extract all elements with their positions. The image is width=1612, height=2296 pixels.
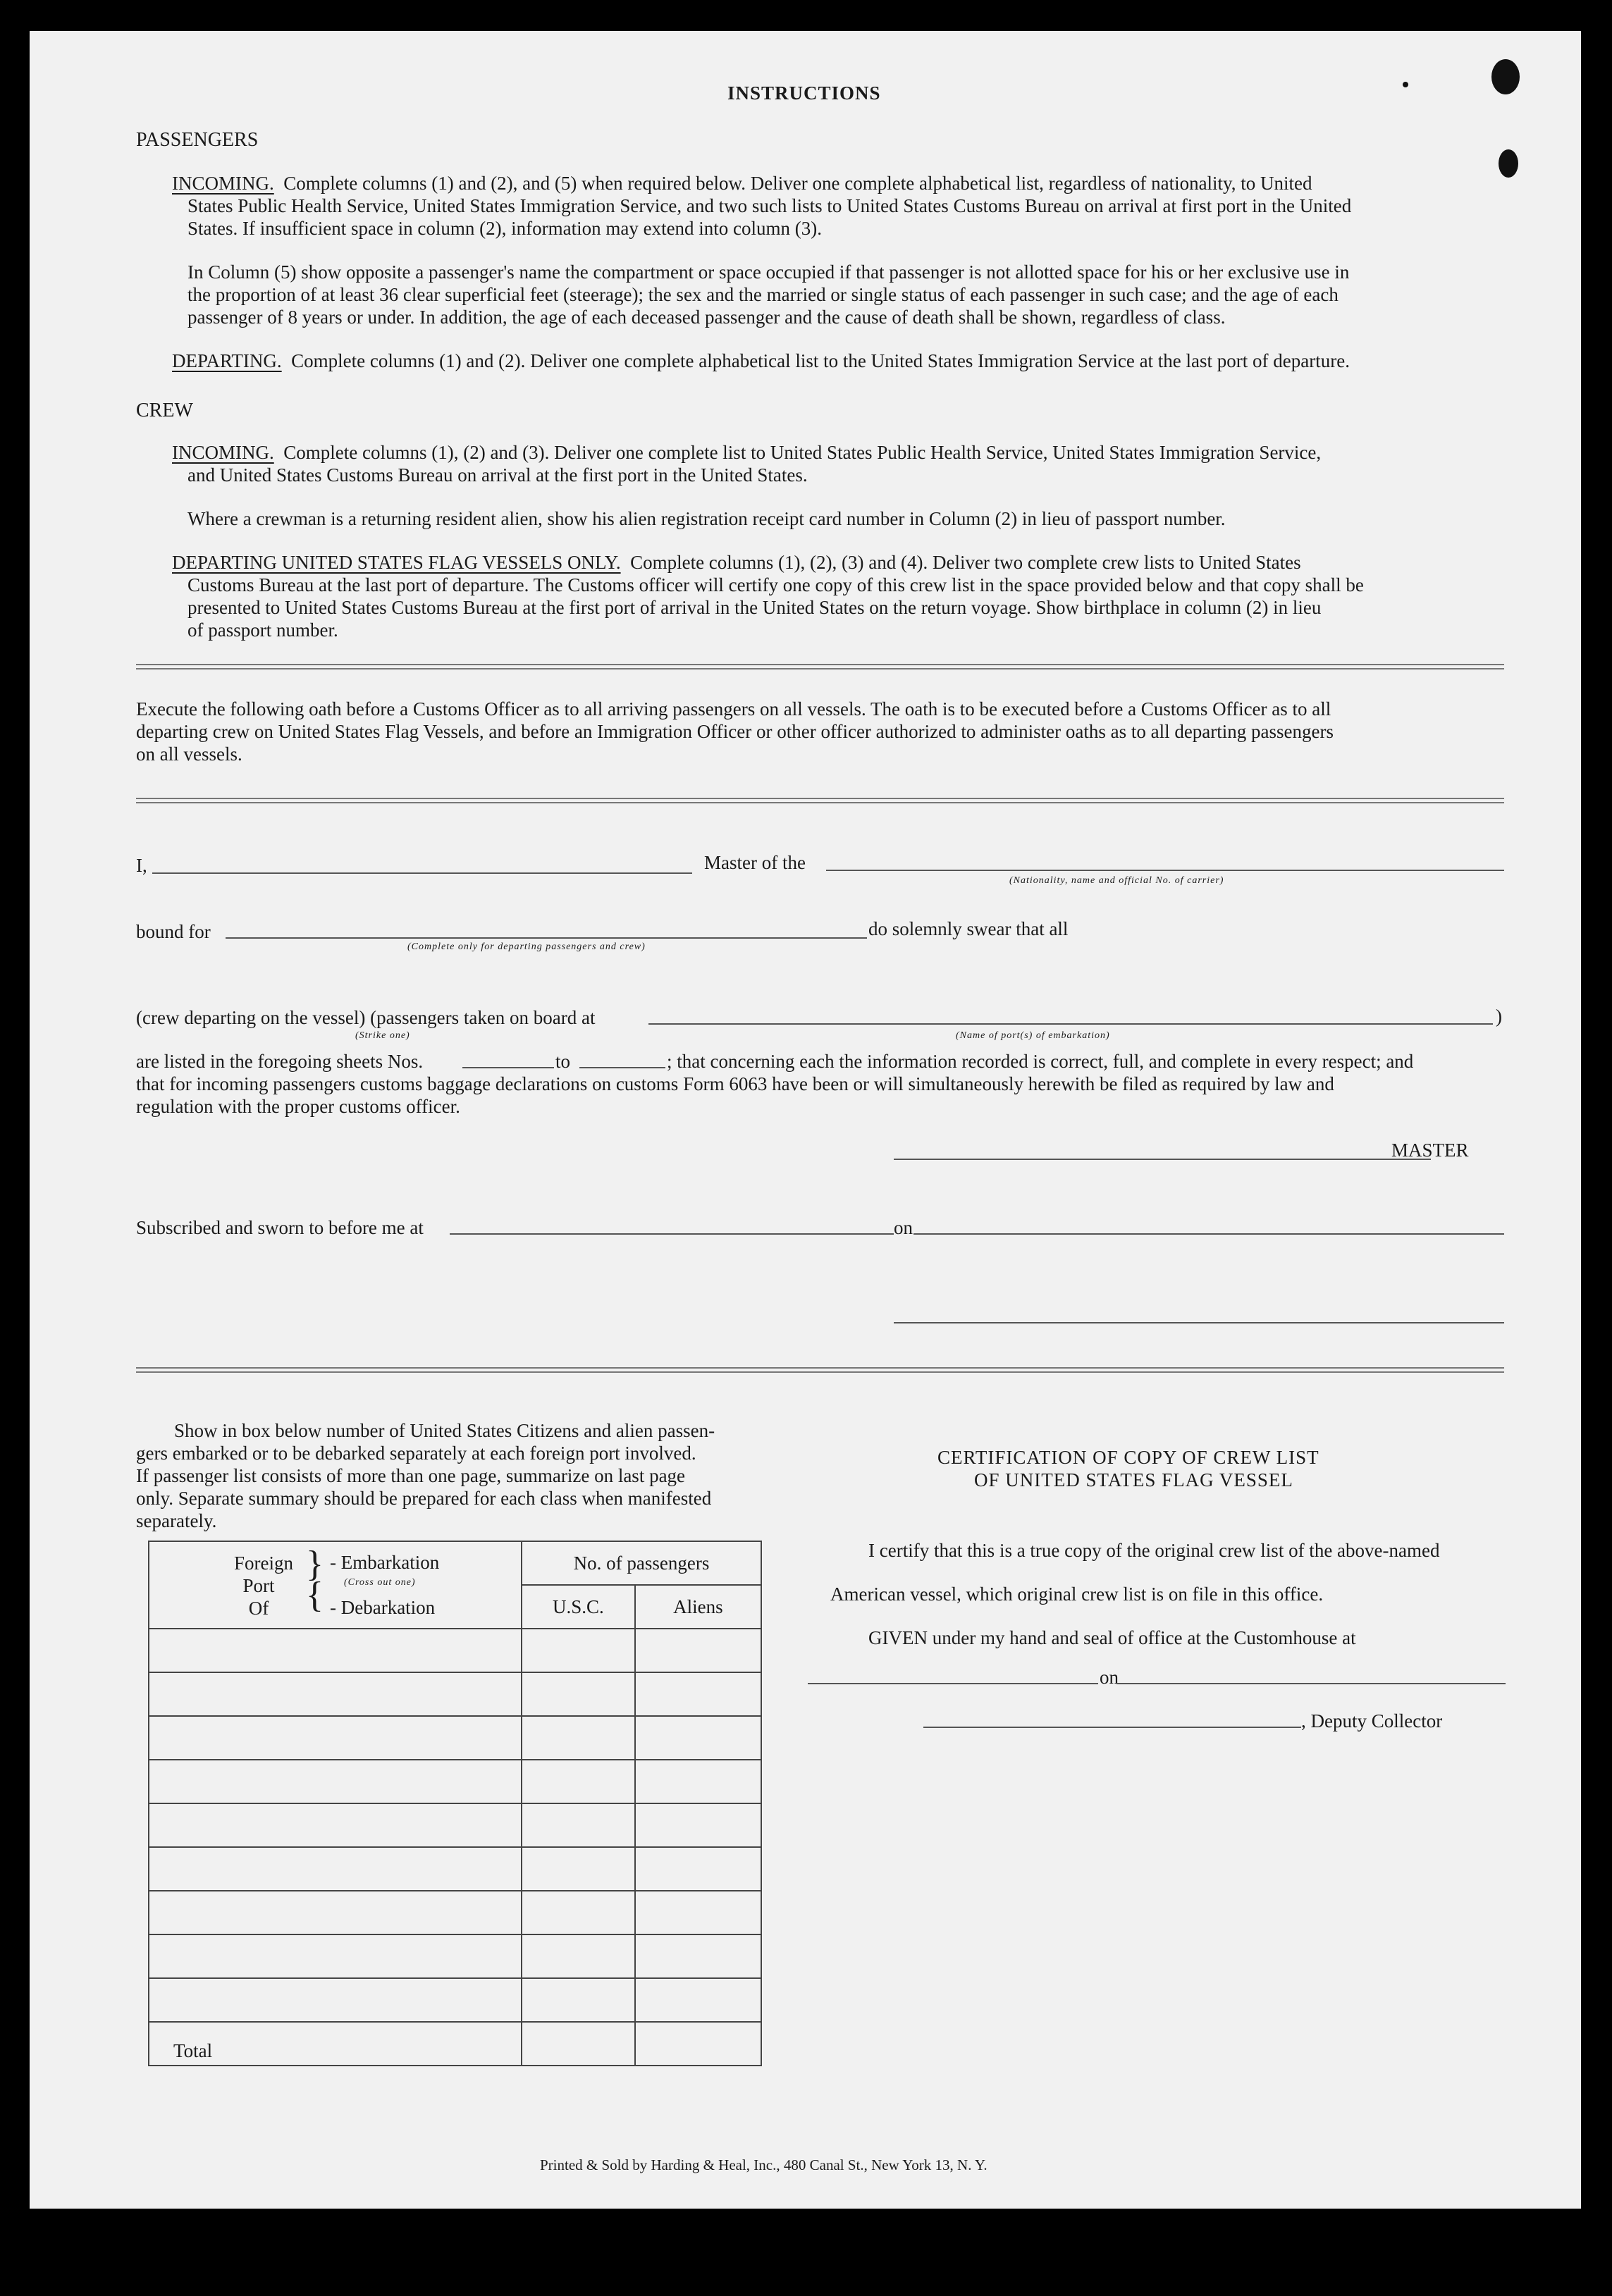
crew-incoming-label: INCOMING. [172,442,274,463]
passengers-departing-label: DEPARTING. [172,350,282,371]
deputy-signature-field[interactable] [923,1727,1301,1728]
passengers-departing: DEPARTING. Complete columns (1) and (2). Deliver one complete alphabetical list to the United States Immigration Service at the last port of departure. [172,350,1350,371]
oath-i-label: I, [136,855,147,876]
page-title: INSTRUCTIONS [727,82,881,104]
sworn-place-field[interactable] [450,1233,894,1235]
certification-title-1: CERTIFICATION OF COPY OF CREW LIST [937,1447,1319,1468]
table-row[interactable] [149,1978,522,2022]
embarkation-port-field[interactable] [648,1023,1493,1025]
deputy-collector-label: , Deputy Collector [1301,1710,1443,1732]
listed-line-1b: ; that concerning each the information recorded is correct, full, and complete in every respect; and [667,1051,1414,1072]
summary-instructions: Show in box below number of United States Citizens and alien passen- gers embarked or to be debarked separately at each foreign port involved. If passenger list consists of more than one page, summarize on last page only. Separate summary should be prepared for each class when manifested separately. [136,1420,715,1531]
listed-to: to [555,1051,571,1072]
form-sheet [30,31,1581,2209]
swear-text: do solemnly swear that all [868,918,1069,939]
table-row[interactable] [149,1803,522,1847]
total-usc-cell[interactable] [522,2022,635,2066]
port-caption: (Name of port(s) of embarkation) [956,1030,1110,1041]
sheet-to-field[interactable] [579,1067,665,1068]
section-divider [136,1367,1504,1373]
bound-for-field[interactable] [226,937,867,939]
passengers-heading: PASSENGERS [136,129,259,151]
master-signature-field[interactable] [894,1159,1431,1160]
master-of-label: Master of the [704,852,806,873]
certification-text-2: American vessel, which original crew list is on file in this office. [830,1584,1324,1605]
listed-line-1: are listed in the foregoing sheets Nos. [136,1051,424,1072]
listed-lines: that for incoming passengers customs baggage declarations on customs Form 6063 have been or will simultaneously herewith be filed as required by law and regulation with the proper customs officer. [136,1073,1334,1117]
customhouse-field[interactable] [808,1683,1098,1684]
certification-text-1: I certify that this is a true copy of the original crew list of the above-named [868,1540,1440,1561]
crew-departing-label: DEPARTING UNITED STATES FLAG VESSELS ONLY. [172,552,621,573]
no-passengers-header: No. of passengers [522,1541,761,1585]
total-label: Total [149,2022,522,2066]
oath-intro: Execute the following oath before a Customs Officer as to all arriving passengers on all vessels. The oath is to be executed before a Customs Officer as to all departing crew on United States Flag Vessels, and before an Immigration Officer or other officer authorized to administer oaths as to all departing passengers on all vessels. [136,698,1334,765]
crew-heading: CREW [136,400,193,421]
sheet-from-field[interactable] [462,1067,554,1068]
officer-signature-field[interactable] [894,1322,1504,1323]
passengers-incoming-label: INCOMING. [172,173,274,194]
certification-date-field[interactable] [1116,1683,1506,1684]
crew-departing: DEPARTING UNITED STATES FLAG VESSELS ONLY. Complete columns (1), (2), (3) and (4). Deliver two complete crew lists to United States Customs Bureau at the last port of departure. The Customs officer will certify one copy of this crew list in the space provided below and that copy shall be presented to United States Customs Bureau at the first port of arrival in the United States on the return voyage. Show birthplace in column (2) in lieu of passport number. [172,552,1364,641]
ink-blot [1491,59,1520,94]
section-divider [136,798,1504,803]
crew-passengers-text: (crew departing on the vessel) (passengers taken on board at [136,1007,596,1028]
table-row[interactable] [149,1629,522,1672]
certification-title-2: OF UNITED STATES FLAG VESSEL [974,1469,1293,1490]
crew-incoming: INCOMING. Complete columns (1), (2) and (3). Deliver one complete list to United States Public Health Service, United States Immigration Service, and United States Customs Bureau on arrival at the first port in the United States. [172,442,1322,486]
strike-one-caption: (Strike one) [355,1030,410,1041]
table-row[interactable] [149,1716,522,1760]
ink-spot [1403,82,1408,87]
table-row[interactable] [149,1760,522,1803]
passengers-incoming: INCOMING. Complete columns (1) and (2), and (5) when required below. Deliver one complete alphabetical list, regardless of nationality, to United States Public Health Service, United States Immigration Service, and two such lists to United States Customs Bureau on arrival at first port in the United States. If insufficient space in column (2), information may extend into column (3). [172,173,1352,239]
certification-text-3: GIVEN under my hand and seal of office at the Customhouse at [868,1627,1356,1648]
table-row[interactable] [149,1672,522,1716]
brace-icon: { [306,1575,324,1615]
subscribed-text: Subscribed and sworn to before me at [136,1217,424,1238]
sworn-date-field[interactable] [913,1233,1504,1235]
passenger-summary-table [148,1541,762,2066]
bound-caption: (Complete only for departing passengers and crew) [407,942,646,952]
usc-header: U.S.C. [522,1585,635,1629]
carrier-caption: (Nationality, name and official No. of carrier) [1009,875,1224,886]
close-paren: ) [1496,1006,1502,1027]
port-header-cell: Foreign Port Of } { - Embarkation (Cross out one) - Debarkation [149,1541,522,1629]
aliens-header: Aliens [635,1585,761,1629]
printer-footer: Printed & Sold by Harding & Heal, Inc., 480 Canal St., New York 13, N. Y. [540,2156,987,2173]
section-divider [136,664,1504,669]
table-row[interactable] [149,1891,522,1934]
master-name-field[interactable] [152,872,692,874]
total-aliens-cell[interactable] [635,2022,761,2066]
sworn-on-label: on [894,1217,913,1238]
crew-alien-note: Where a crewman is a returning resident alien, show his alien registration receipt card number in Column (2) in lieu of passport number. [187,508,1226,529]
certification-on-label: on [1100,1667,1119,1688]
bound-for-label: bound for [136,921,211,942]
table-row[interactable] [149,1847,522,1891]
carrier-field[interactable] [826,870,1504,871]
master-label: MASTER [1391,1140,1469,1161]
brace-icon: } [306,1544,324,1584]
passengers-column5: In Column (5) show opposite a passenger's name the compartment or space occupied if that passenger is not allotted space for his or her exclusive use in the proportion of at least 36 clear superficial feet (steerage); the sex and the married or single status of each passenger in such case; and the age of each passenger of 8 years or under. In addition, the age of each deceased passenger and the cause of death shall be shown, regardless of class. [187,261,1350,328]
table-row[interactable] [149,1934,522,1978]
